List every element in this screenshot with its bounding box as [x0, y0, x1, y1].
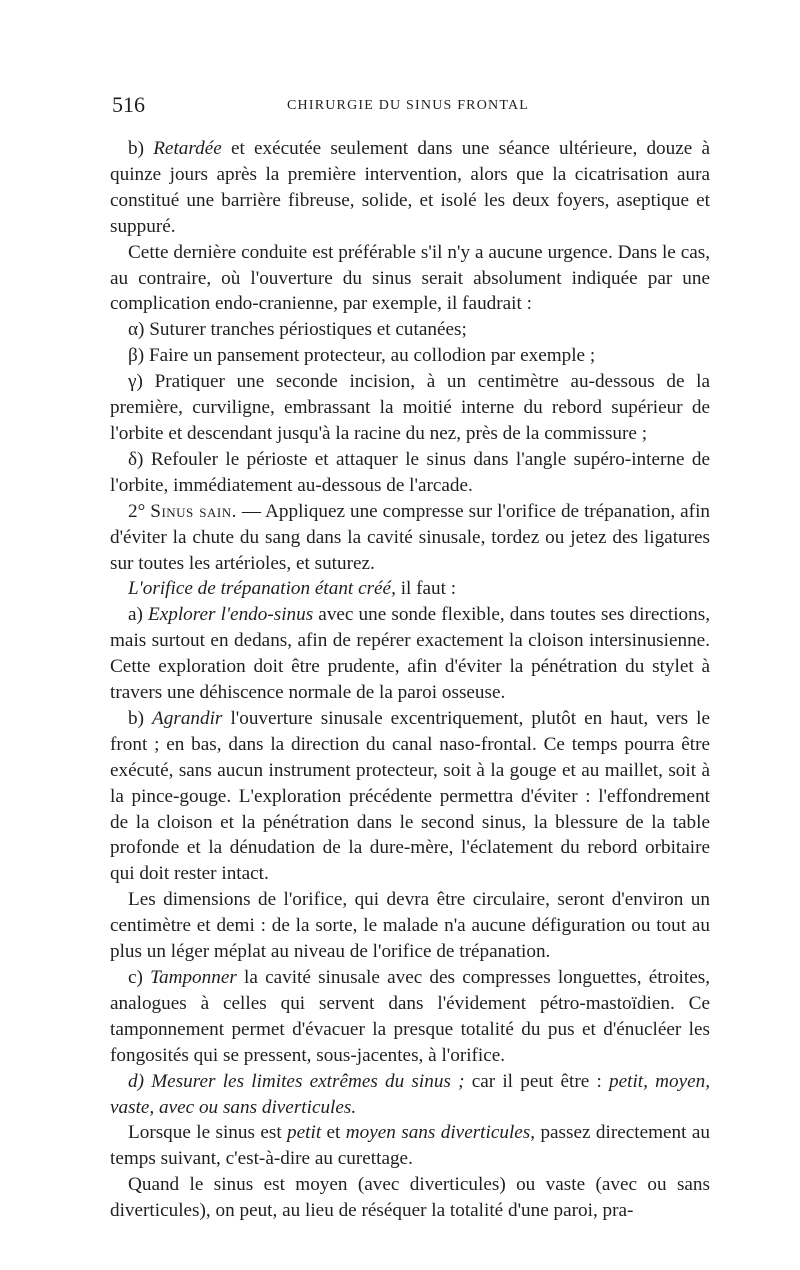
- paragraph-beta: β) Faire un pansement protecteur, au collodion par exemple ;: [128, 345, 596, 367]
- paragraph-conduite: Cette dernière conduite est préférable s'il n'y a aucune urgence. Dans le cas, au contraire, où l'ouverture du sinus serait absolument indiquée par une complication endo-cranienne, par exemple, il faudrait :: [110, 241, 710, 315]
- page-header: [112, 92, 712, 122]
- paragraph-agrandir: b) Agrandir l'ouverture sinusale excentriquement, plutôt en haut, vers le front ; en bas, dans la direction du canal naso-frontal. Ce temps pourra être exécuté, sans aucun instrument protecteur, soit à la gouge et au maillet, soit à la pince-gouge. L'exploration précédente permettra d'éviter : l'effondrement de la cloison et la pénétration dans le second sinus, la blessure de la table profonde et la dénudation de la dure-mère, l'éclatement du rebord orbitaire qui doit rester intact.: [110, 707, 711, 885]
- body-text: [110, 136, 710, 1224]
- paragraph-vaste-sinus: Quand le sinus est moyen (avec diverticules) ou vaste (avec ou sans diverticules), on peut, au lieu de réséquer la totalité d'une paroi, pra-: [110, 1174, 710, 1222]
- paragraph-petit-sinus: Lorsque le sinus est petit et moyen sans diverticules, passez directement au temps suivant, c'est-à-dire au curettage.: [110, 1122, 710, 1170]
- paragraph-explorer: a) Explorer l'endo-sinus avec une sonde flexible, dans toutes ses directions, mais surtout en dedans, afin de repérer exactement la cloison intersinusienne. Cette exploration doit être prudente, afin d'éviter la pénétration du stylet à travers une déhiscence normale de la paroi osseuse.: [110, 604, 710, 704]
- paragraph-tamponner: c) Tamponner la cavité sinusale avec des compresses longuettes, étroites, analogues à celles qui servent dans l'évidement pétro-mastoïdien. Ce tamponnement permet d'évacuer la presque totalité du pus et d'énucléer les fongosités qui se pressent, sous-jacentes, à l'orifice.: [110, 967, 711, 1066]
- paragraph-alpha: α) Suturer tranches périostiques et cutanées;: [128, 319, 467, 341]
- paragraph-dimensions: Les dimensions de l'orifice, qui devra être circulaire, seront d'environ un centimètre et demi : de la sorte, le malade n'a aucune défiguration ou tout au plus un léger méplat au niveau de l'orifice de trépanation.: [110, 889, 710, 963]
- page-number: 516: [112, 92, 145, 117]
- paragraph-orifice: L'orifice de trépanation étant créé, il faut :: [128, 578, 457, 600]
- paragraph-delta: δ) Refouler le périoste et attaquer le sinus dans l'angle supéro-interne de l'orbite, immédiatement au-dessous de l'arcade.: [110, 448, 710, 496]
- paragraph-mesurer: d) Mesurer les limites extrêmes du sinus ; car il peut être : petit, moyen, vaste, avec ou sans diverticules.: [110, 1070, 711, 1118]
- paragraph-retardee: b) Retardée et exécutée seulement dans une séance ultérieure, douze à quinze jours après la première intervention, alors que la cicatrisation aura constitué une barrière fibreuse, solide, et isolé les deux foyers, aseptique et suppuré.: [110, 138, 711, 237]
- paragraph-sinus-sain: 2° Sinus sain. — Appliquez une compresse sur l'orifice de trépanation, afin d'éviter la chute du sang dans la cavité sinusale, tordez ou jetez des ligatures sur toutes les artérioles, et suturez.: [110, 500, 711, 574]
- paragraph-gamma: γ) Pratiquer une seconde incision, à un centimètre au-dessous de la première, curviligne, embrassant la moitié interne du rebord supérieur de l'orbite et descendant jusqu'à la racine du nez, près de la commissure ;: [110, 371, 710, 444]
- running-title: CHIRURGIE DU SINUS FRONTAL: [287, 98, 530, 113]
